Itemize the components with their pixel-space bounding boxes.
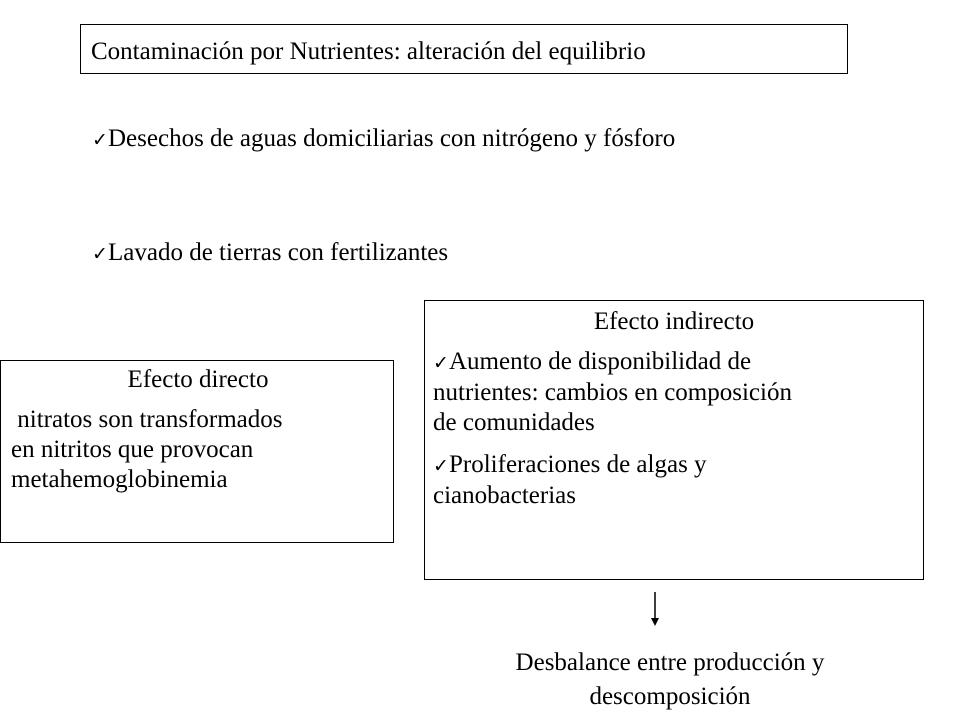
indirect-item-line: de comunidades xyxy=(433,409,595,436)
indirect-effect-box xyxy=(424,300,924,580)
indirect-item-algae xyxy=(433,450,915,511)
arrow-head xyxy=(651,618,659,626)
indirect-item-text: Proliferaciones de algas y xyxy=(449,451,707,478)
direct-effect-box xyxy=(0,360,394,543)
indirect-effect-heading: Efecto indirecto xyxy=(593,308,755,335)
bullet-text: Desechos de aguas domiciliarias con nitrógeno y fósforo xyxy=(108,125,676,152)
outcome-text xyxy=(440,646,900,714)
direct-effect-line: metahemoglobinemia xyxy=(11,466,228,493)
title-box xyxy=(80,24,848,74)
direct-effect-line: nitratos son transformados xyxy=(11,406,283,433)
direct-effect-text xyxy=(11,405,385,495)
down-arrow-icon xyxy=(650,592,660,626)
indirect-item-line xyxy=(433,450,915,481)
outcome-line: descomposición xyxy=(589,683,751,710)
indirect-item-line: cianobacterias xyxy=(433,482,576,509)
check-icon: ✓ xyxy=(433,352,449,374)
check-icon: ✓ xyxy=(92,243,108,265)
bullet-text: Lavado de tierras con fertilizantes xyxy=(108,239,449,266)
check-icon: ✓ xyxy=(92,129,108,151)
check-icon: ✓ xyxy=(433,455,449,477)
bullet-domestic-wastewater xyxy=(92,124,675,155)
indirect-item-nutrients xyxy=(433,347,915,438)
indirect-item-line xyxy=(433,347,915,378)
direct-effect-line: en nitritos que provocan xyxy=(11,436,254,463)
direct-effect-heading: Efecto directo xyxy=(127,366,269,393)
bullet-fertilizer-runoff xyxy=(92,238,448,269)
indirect-item-line: nutrientes: cambios en composición xyxy=(433,379,792,406)
indirect-item-text: Aumento de disponibilidad de xyxy=(449,348,752,375)
diagram-title: Contaminación por Nutrientes: alteración del equilibrio xyxy=(91,38,646,65)
outcome-line: Desbalance entre producción y xyxy=(515,649,825,676)
